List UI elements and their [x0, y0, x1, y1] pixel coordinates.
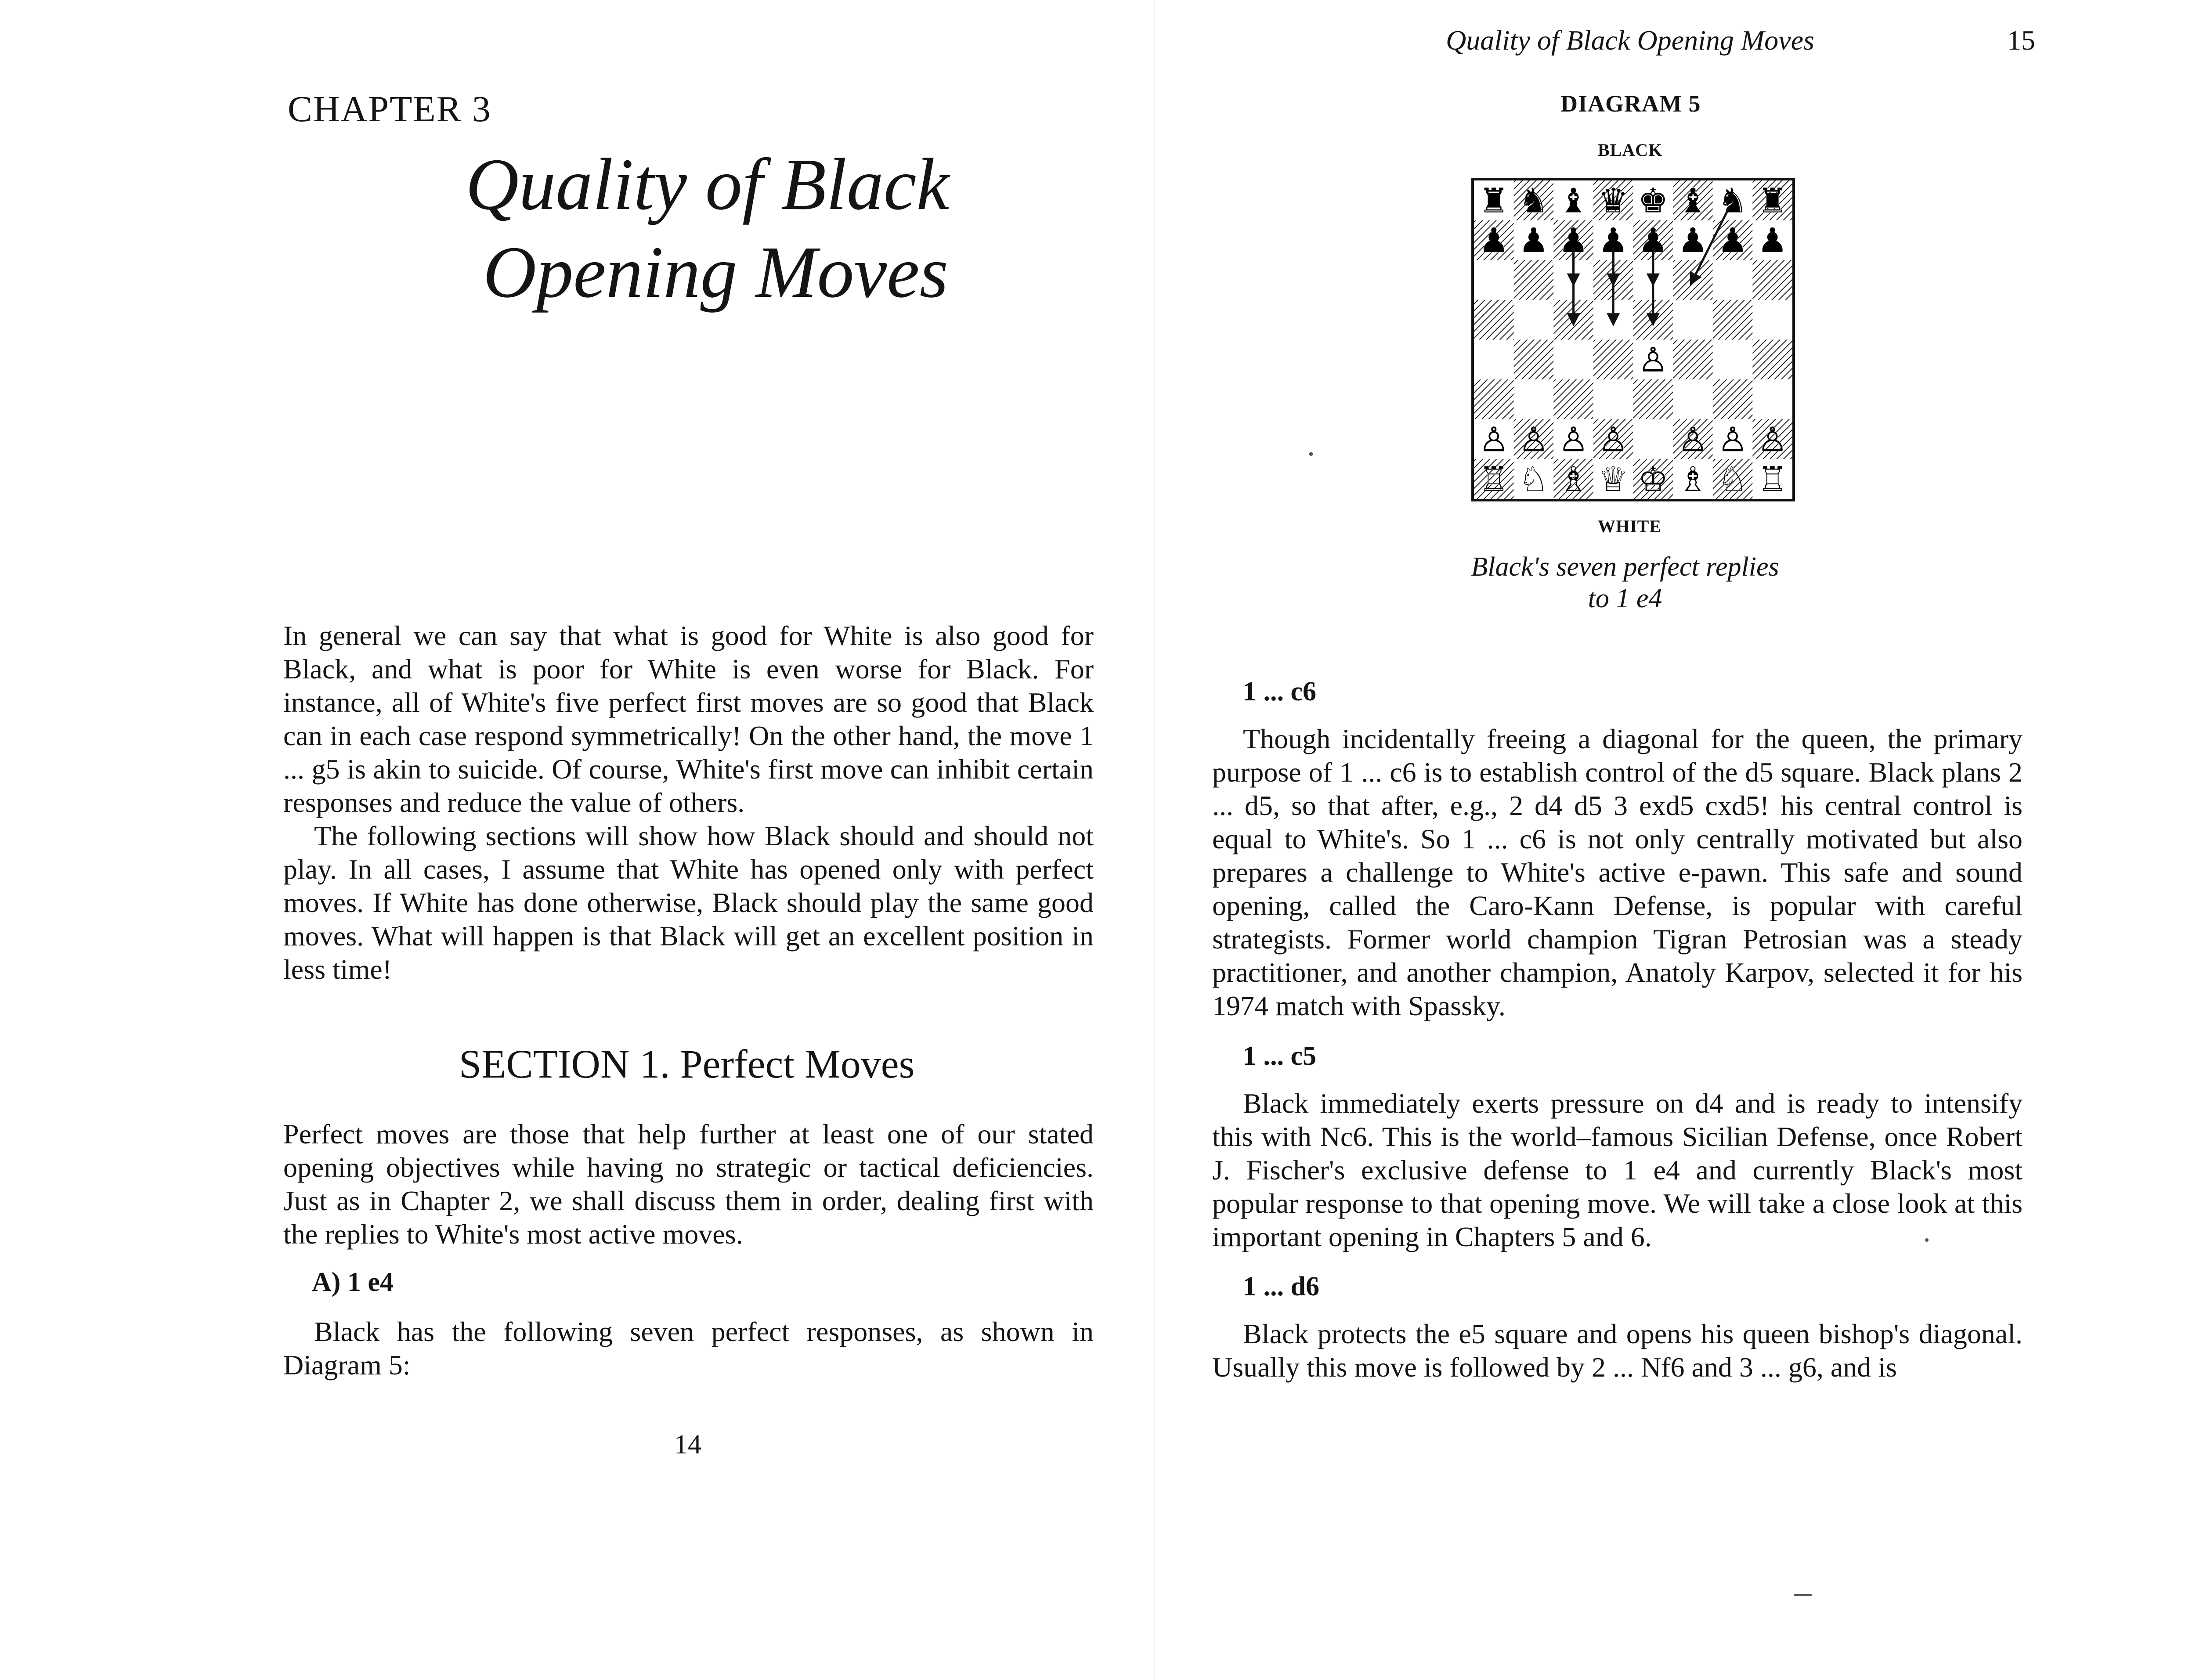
piece-e7: ♟ — [1638, 221, 1669, 261]
square-d3 — [1593, 379, 1633, 419]
scan-mark — [1794, 1594, 1812, 1596]
intro-text — [283, 619, 1094, 986]
piece-e4: ♙ — [1638, 340, 1669, 380]
piece-d2: ♙ — [1598, 420, 1629, 460]
chapter-label: CHAPTER 3 — [288, 89, 491, 130]
intro-paragraph-1: In general we can say that what is good for White is also good for Black, and what is poor for White is even worse for Black. For instance, all of White's five perfect first moves are so good that Black can in each case respond symmetrically! On the other hand, the move 1 ... g5 is akin to suicide. Of course, White's first move can inhibit certain responses and reduce the value of others. — [283, 620, 1094, 818]
square-g3 — [1713, 379, 1753, 419]
piece-g1: ♘ — [1717, 459, 1748, 499]
piece-h1: ♖ — [1757, 459, 1788, 499]
square-a5 — [1474, 300, 1514, 340]
piece-d8: ♛ — [1598, 181, 1629, 221]
piece-b1: ♘ — [1518, 459, 1549, 499]
piece-g7: ♟ — [1717, 221, 1748, 261]
section-paragraph: Perfect moves are those that help further at least one of our stated opening objectives while having no strategic or tactical deficiencies. Just as in Chapter 2, we shall discuss them in order, dealing first with the replies to White's most active moves. — [283, 1118, 1094, 1250]
move-paragraph-c5 — [1212, 1087, 2023, 1254]
piece-b7: ♟ — [1518, 221, 1549, 261]
piece-b2: ♙ — [1518, 420, 1549, 460]
diagram-top-side-label: BLACK — [1598, 140, 1663, 160]
piece-b8: ♞ — [1518, 181, 1549, 221]
running-head: Quality of Black Opening Moves — [1446, 25, 1814, 56]
piece-f7: ♟ — [1677, 221, 1708, 261]
square-b6 — [1514, 260, 1554, 300]
subsection-paragraph — [283, 1315, 1094, 1382]
page-gutter — [1154, 0, 1155, 1680]
square-e3 — [1633, 379, 1673, 419]
diagram-caption — [1449, 551, 1801, 614]
piece-g2: ♙ — [1717, 420, 1748, 460]
piece-a8: ♜ — [1478, 181, 1509, 221]
square-h3 — [1752, 379, 1792, 419]
piece-c1: ♗ — [1558, 459, 1589, 499]
square-h4 — [1752, 340, 1792, 380]
subsection-heading: A) 1 e4 — [312, 1267, 394, 1297]
piece-f2: ♙ — [1677, 420, 1708, 460]
move-paragraph-d6 — [1212, 1317, 2023, 1384]
square-b4 — [1514, 340, 1554, 380]
chapter-title-line-1: Quality of Black — [466, 144, 950, 225]
piece-e8: ♚ — [1638, 181, 1669, 221]
square-a4 — [1474, 340, 1514, 380]
piece-g8: ♞ — [1717, 181, 1748, 221]
piece-f8: ♝ — [1677, 181, 1708, 221]
piece-e1: ♔ — [1638, 459, 1669, 499]
page-number-right: 15 — [2007, 25, 2035, 56]
scan-speck — [1309, 452, 1313, 456]
chapter-title — [466, 141, 949, 316]
square-f3 — [1673, 379, 1713, 419]
diagram-caption-line-1: Black's seven perfect replies — [1471, 552, 1779, 582]
move-heading-d6: 1 ... d6 — [1243, 1272, 1319, 1301]
piece-a7: ♟ — [1478, 221, 1509, 261]
page-number-left: 14 — [674, 1430, 701, 1460]
piece-d7: ♟ — [1598, 221, 1629, 261]
move-text-c5: Black immediately exerts pressure on d4 and is ready to intensify this with Nc6. This is the world–famous Sicilian Defense, once Robert J. Fischer's exclusive defense to 1 e4 and currently Black's most popular response to that opening move. We will take a close look at this important opening in Chapters 5 and 6. — [1212, 1088, 2023, 1252]
square-g5 — [1713, 300, 1753, 340]
square-g6 — [1713, 260, 1753, 300]
diagram-bottom-side-label: WHITE — [1598, 516, 1662, 536]
square-h6 — [1752, 260, 1792, 300]
section-heading: SECTION 1. Perfect Moves — [459, 1042, 915, 1086]
square-a6 — [1474, 260, 1514, 300]
piece-a2: ♙ — [1478, 420, 1509, 460]
piece-a1: ♖ — [1478, 459, 1509, 499]
diagram-label: DIAGRAM 5 — [1560, 90, 1701, 117]
diagram-caption-line-2: to 1 e4 — [1588, 584, 1662, 613]
square-d4 — [1593, 340, 1633, 380]
chapter-title-line-2: Opening Moves — [483, 231, 949, 313]
move-heading-c5: 1 ... c5 — [1243, 1041, 1317, 1071]
piece-f1: ♗ — [1677, 459, 1708, 499]
intro-paragraph-2: The following sections will show how Black should and should not play. In all cases, I assume that White has opened only with perfect moves. If White has done otherwise, Black should play the same good moves. What will happen is that Black will get an excellent position in less time! — [283, 820, 1094, 985]
subsection-paragraph-text: Black has the following seven perfect responses, as shown in Diagram 5: — [283, 1316, 1094, 1381]
square-g4 — [1713, 340, 1753, 380]
piece-h7: ♟ — [1757, 221, 1788, 261]
move-paragraph-c6 — [1212, 722, 2023, 1023]
square-b3 — [1514, 379, 1554, 419]
piece-c7: ♟ — [1558, 221, 1589, 261]
square-b5 — [1514, 300, 1554, 340]
square-c3 — [1553, 379, 1593, 419]
square-f5 — [1673, 300, 1713, 340]
square-a3 — [1474, 379, 1514, 419]
piece-d1: ♕ — [1598, 459, 1629, 499]
piece-c8: ♝ — [1558, 181, 1589, 221]
piece-h2: ♙ — [1757, 420, 1788, 460]
square-c4 — [1553, 340, 1593, 380]
move-text-d6: Black protects the e5 square and opens his queen bishop's diagonal. Usually this move is followed by 2 ... Nf6 and 3 ... g6, and is — [1212, 1318, 2023, 1383]
square-h5 — [1752, 300, 1792, 340]
square-e2 — [1633, 419, 1673, 459]
piece-c2: ♙ — [1558, 420, 1589, 460]
piece-h8: ♜ — [1757, 181, 1788, 221]
move-text-c6: Though incidentally freeing a diagonal for the queen, the primary purpose of 1 ... c6 is to establish control of the d5 square. Black plans 2 ... d5, so that after, e.g., 2 d4 d5 3 exd5 cxd5! his central control is equal to White's. So 1 ... c6 is not only centrally motivated but also prepares a challenge to White's active e-pawn. This safe and sound opening, called the Caro-Kann Defense, is popular with careful strategists. Former world champion Tigran Petrosian was a steady practitioner, and another champion, Anatoly Karpov, selected it for his 1974 match with Spassky. — [1212, 723, 2023, 1021]
chess-board — [1471, 178, 1795, 501]
chess-board-graphic — [1474, 180, 1792, 499]
scan-speck — [1925, 1238, 1929, 1242]
move-heading-c6: 1 ... c6 — [1243, 677, 1317, 707]
square-f4 — [1673, 340, 1713, 380]
